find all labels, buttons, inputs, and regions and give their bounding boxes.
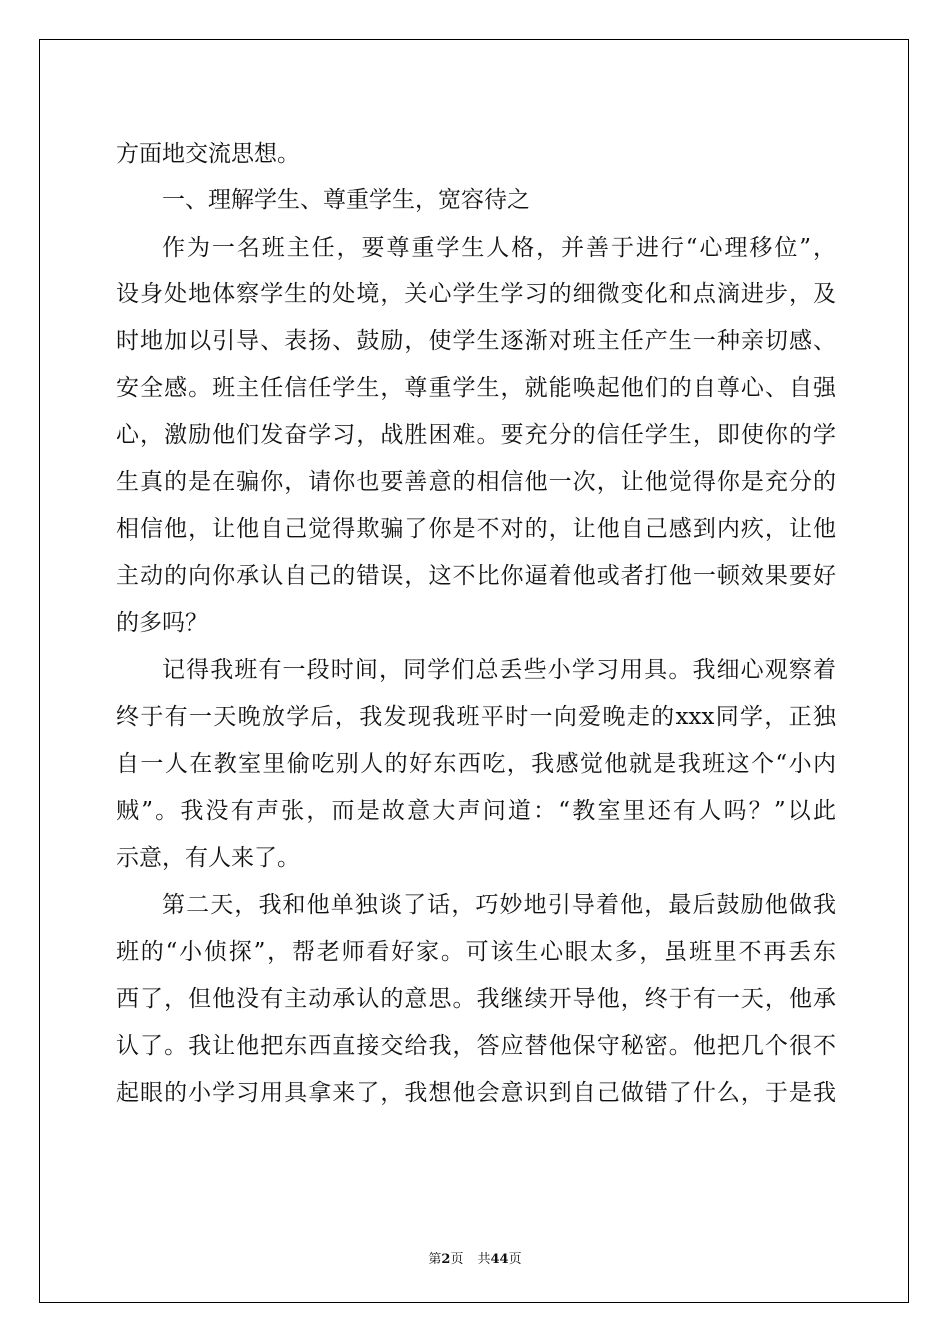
paragraph-line: 心，激励他们发奋学习，战胜困难。要充分的信任学生，即使你的学 [116,422,836,448]
paragraph-line: 示意，有人来了。 [116,845,300,871]
paragraph-line: 班的“小侦探”，帮老师看好家。可该生心眼太多，虽班里不再丢东 [116,939,836,965]
paragraph-line: 认了。我让他把东西直接交给我，答应替他保守秘密。他把几个很不 [116,1033,836,1059]
paragraph-line: 记得我班有一段时间，同学们总丢些小学习用具。我细心观察着 [162,657,836,683]
paragraph-line: 第二天，我和他单独谈了话，巧妙地引导着他，最后鼓励他做我 [162,892,836,918]
paragraph-line: 生真的是在骗你，请你也要善意的相信他一次，让他觉得你是充分的 [116,469,836,495]
paragraph-line: 设身处地体察学生的处境，关心学生学习的细微变化和点滴进步，及 [116,281,836,307]
paragraph-line: 西了，但他没有主动承认的意思。我继续开导他，终于有一天，他承 [116,986,836,1012]
total-pages: 44 [490,1252,509,1267]
page-suffix: 页 [450,1252,464,1267]
paragraph-line: 自一人在教室里偷吃别人的好东西吃，我感觉他就是我班这个“小内 [116,751,836,777]
page-prefix: 第 [428,1252,442,1267]
page-number: 2 [441,1252,451,1267]
paragraph-line: 起眼的小学习用具拿来了，我想他会意识到自己做错了什么，于是我 [116,1080,836,1106]
paragraph-line: 时地加以引导、表扬、鼓励，使学生逐渐对班主任产生一种亲切感、 [116,328,836,354]
paragraph-line: 主动的向你承认自己的错误，这不比你逼着他或者打他一顿效果要好 [116,563,836,589]
paragraph-line: 作为一名班主任，要尊重学生人格，并善于进行“心理移位”， [162,235,836,261]
paragraph-line: 的多吗？ [116,610,208,636]
section-heading: 一、理解学生、尊重学生，宽容待之 [162,187,530,213]
paragraph-line: 相信他，让他自己觉得欺骗了你是不对的，让他自己感到内疚，让他 [116,516,836,542]
paragraph-line: 终于有一天晚放学后，我发现我班平时一向爱晚走的xxx同学，正独 [116,704,836,730]
total-prefix: 共 [477,1252,491,1267]
paragraph-line: 贼”。我没有声张，而是故意大声问道：“教室里还有人吗？”以此 [116,798,836,824]
total-suffix: 页 [508,1252,522,1267]
page-footer [0,1248,950,1267]
text-line: 方面地交流思想。 [116,141,300,167]
paragraph-line: 安全感。班主任信任学生，尊重学生，就能唤起他们的自尊心、自强 [116,375,836,401]
